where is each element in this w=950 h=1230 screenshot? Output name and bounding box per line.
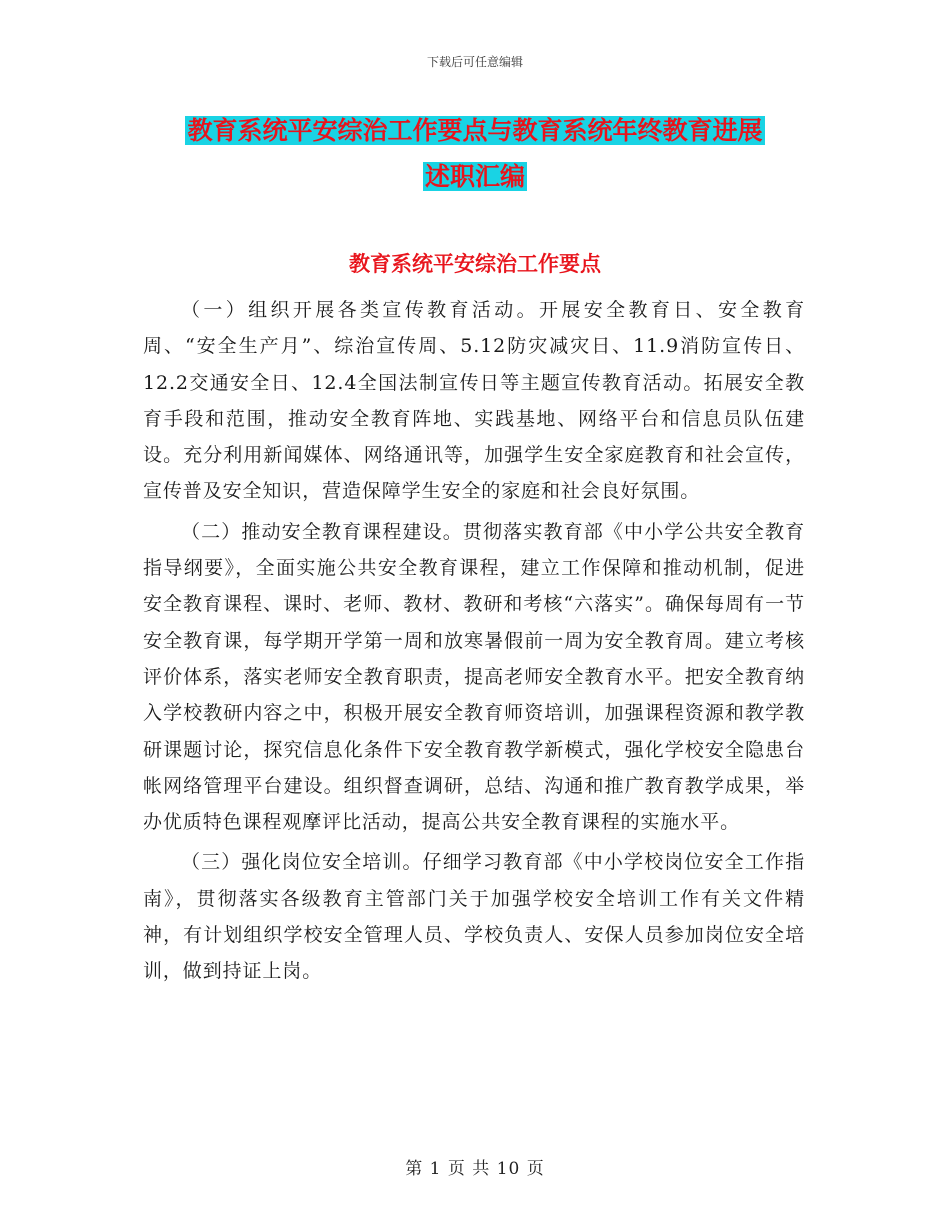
document-title-line-2: 述职汇编	[424, 162, 525, 191]
section-title: 教育系统平安综治工作要点	[349, 251, 601, 276]
page-footer: 第 1 页 共 10 页	[405, 1159, 545, 1179]
document-body	[143, 292, 805, 994]
page-header-note: 下载后可任意编辑	[426, 55, 523, 69]
document-title-line-1: 教育系统平安综治工作要点与教育系统年终教育进展	[187, 116, 763, 145]
paragraph-2: （二）推动安全教育课程建设。贯彻落实教育部《中小学公共安全教育指导纲要》，全面实施公共安全教育课程，建立工作保障和推动机制，促进安全教育课程、课时、老师、教材、教研和考核“六落实”。确保每周有一节安全教育课，每学期开学第一周和放寒暑假前一周为安全教育周。建立考核评价体系，落实老师安全教育职责，提高老师安全教育水平。把安全教育纳入学校教研内容之中，积极开展安全教育师资培训，加强课程资源和教学教研课题讨论，探究信息化条件下安全教育教学新模式，强化学校安全隐患台帐网络管理平台建设。组织督查调研，总结、沟通和推广教育教学成果，举办优质特色课程观摩评比活动，提高公共安全教育课程的实施水平。	[143, 520, 805, 834]
paragraph-1: （一）组织开展各类宣传教育活动。开展安全教育日、安全教育周、“安全生产月”、综治宣传周、5.12防灾减灾日、11.9消防宣传日、12.2交通安全日、12.4全国法制宣传日等主题宣传教育活动。拓展安全教育手段和范围，推动安全教育阵地、实践基地、网络平台和信息员队伍建设。充分利用新闻媒体、网络通讯等，加强学生安全家庭教育和社会宣传，宣传普及安全知识，营造保障学生安全的家庭和社会良好氛围。	[143, 299, 805, 503]
document-title	[0, 108, 950, 200]
paragraph-3: （三）强化岗位安全培训。仔细学习教育部《中小学校岗位安全工作指南》，贯彻落实各级教育主管部门关于加强学校安全培训工作有关文件精神，有计划组织学校安全管理人员、学校负责人、安保人员参加岗位安全培训，做到持证上岗。	[143, 851, 805, 983]
